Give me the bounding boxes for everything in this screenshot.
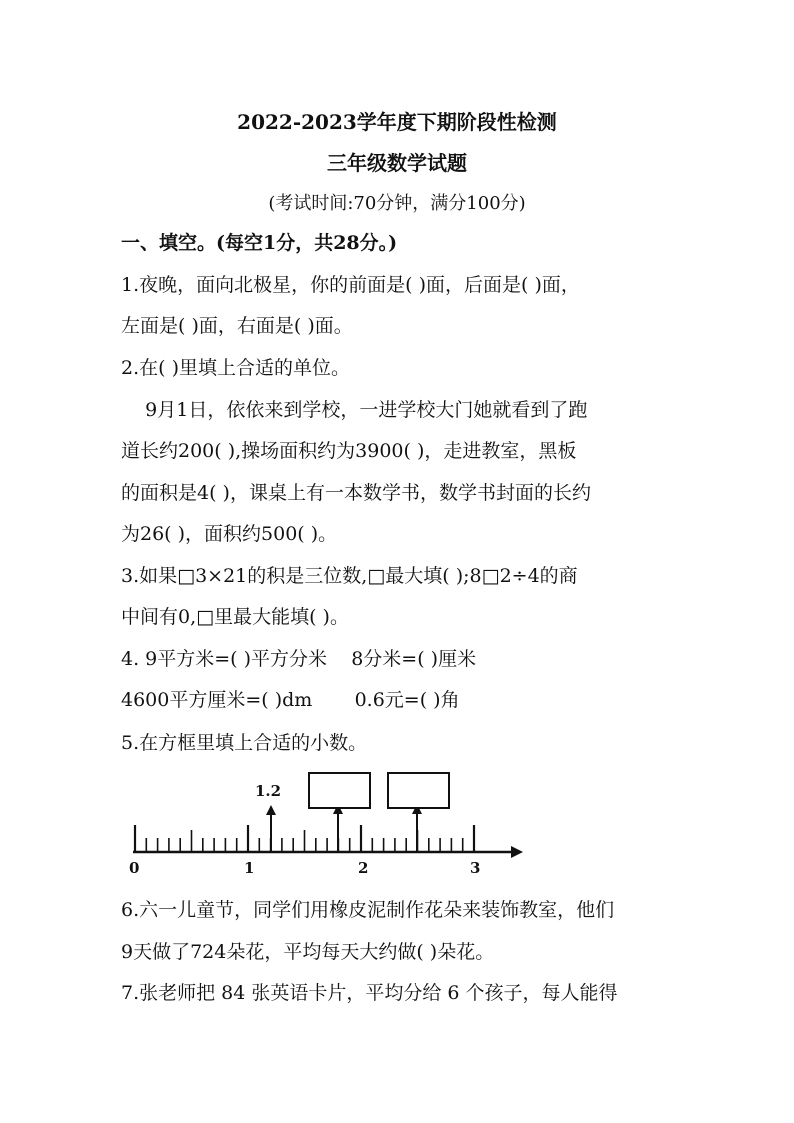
exam-info: (考试时间:70分钟，满分100分) <box>268 193 526 214</box>
question-line: 4. 9平方米=( )平方分米 8分米=( )厘米 <box>121 648 477 670</box>
question-line: 7.张老师把 84 张英语卡片，平均分给 6 个孩子，每人能得 <box>121 982 618 1004</box>
section-heading: 一、填空。(每空1分，共28分。) <box>121 232 398 254</box>
number-line-figure <box>115 765 535 877</box>
question-line: 的面积是4( )，课桌上有一本数学书，数学书封面的长约 <box>121 482 591 504</box>
question-line: 道长约200( ),操场面积约为3900( )，走进教室，黑板 <box>121 440 577 462</box>
question-line: 4600平方厘米=( )dm 0.6元=( )角 <box>121 689 460 711</box>
exam-title: 2022-2023学年度下期阶段性检测 <box>237 110 557 134</box>
question-line: 为26( )，面积约500( )。 <box>121 523 338 545</box>
number-line-ticks <box>135 825 474 852</box>
question-line: 中间有0,□里最大能填( )。 <box>121 606 349 628</box>
question-line: 9天做了724朵花，平均每天大约做( )朵花。 <box>121 941 495 963</box>
tick-label-3: 3 <box>470 859 481 877</box>
question-line: 2.在( )里填上合适的单位。 <box>121 357 350 379</box>
question-line: 6.六一儿童节，同学们用橡皮泥制作花朵来装饰教室，他们 <box>121 899 615 921</box>
tick-label-0: 0 <box>129 859 140 877</box>
arrow-up-icon <box>266 805 276 815</box>
question-line: 左面是( )面，右面是( )面。 <box>121 315 353 337</box>
answer-box-2[interactable] <box>388 773 449 808</box>
marker-label-1-2: 1.2 <box>255 782 282 800</box>
exam-subtitle: 三年级数学试题 <box>327 151 467 175</box>
question-line: 1.夜晚，面向北极星，你的前面是( )面，后面是( )面， <box>121 274 580 296</box>
question-line: 9月1日，依依来到学校，一进学校大门她就看到了跑 <box>121 399 588 421</box>
axis-arrow-icon <box>511 846 523 858</box>
tick-label-1: 1 <box>244 859 255 877</box>
answer-box-1[interactable] <box>309 773 370 808</box>
question-line: 3.如果□3×21的积是三位数,□最大填( );8□2÷4的商 <box>121 565 578 587</box>
question-line: 5.在方框里填上合适的小数。 <box>121 732 368 754</box>
tick-label-2: 2 <box>358 859 369 877</box>
